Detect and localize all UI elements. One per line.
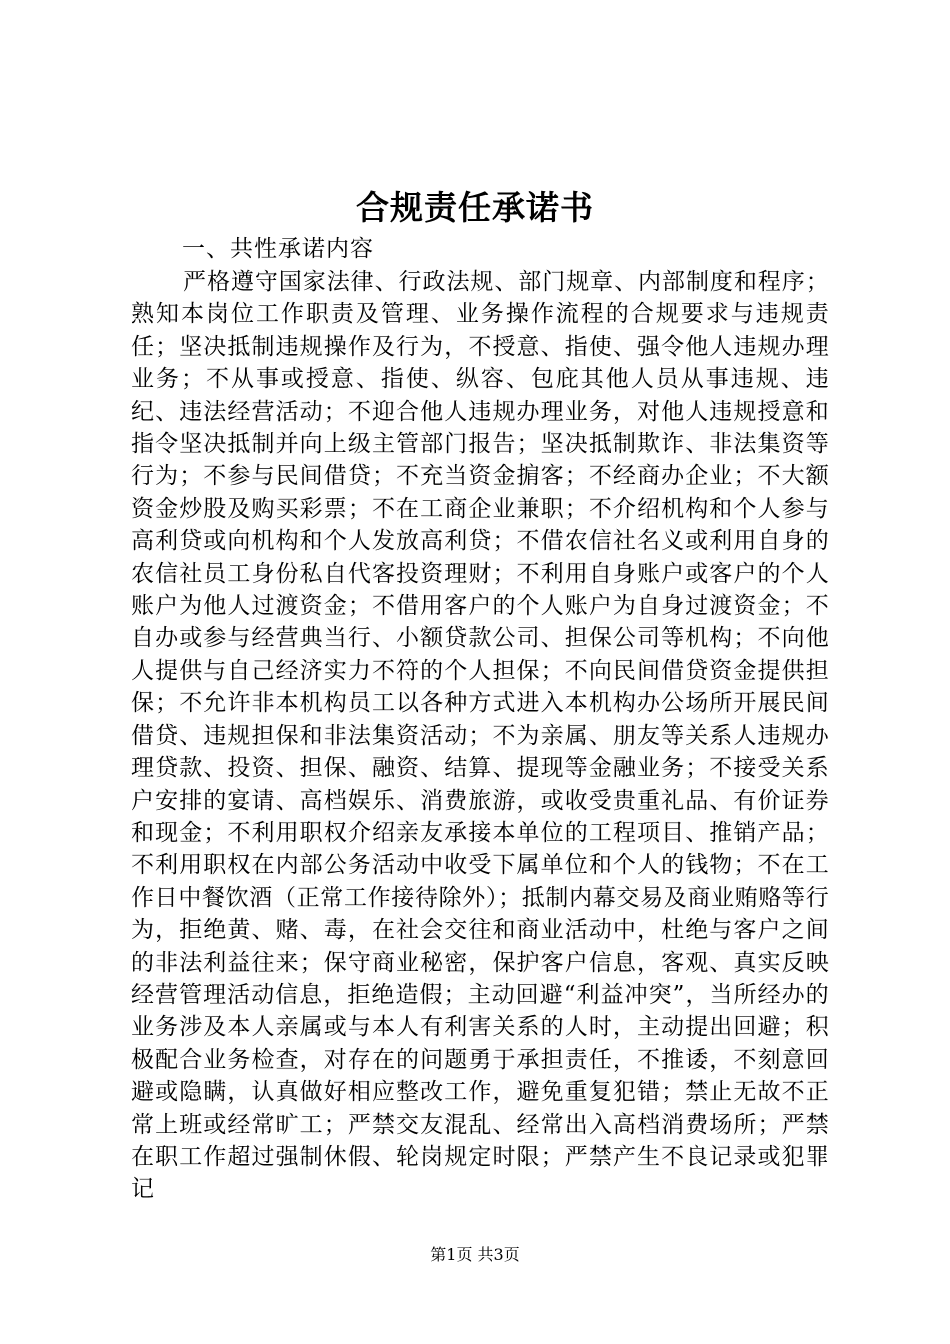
body-paragraph: 严格遵守国家法律、行政法规、部门规章、内部制度和程序；熟知本岗位工作职责及管理、业务操作流程的合规要求与违规责任；坚决抵制违规操作及行为，不授意、指使、强令他人违规办理业务；不从事或授意、指使、纵容、包庇其他人员从事违规、违纪、违法经营活动；不迎合他人违规办理业务，对他人违规授意和指令坚决抵制并向上级主管部门报告；坚决抵制欺诈、非法集资等行为；不参与民间借贷；不充当资金掮客；不经商办企业；不大额资金炒股及购买彩票；不在工商企业兼职；不介绍机构和个人参与高利贷或向机构和个人发放高利贷；不借农信社名义或利用自身的农信社员工身份私自代客投资理财；不利用自身账户或客户的个人账户为他人过渡资金；不借用客户的个人账户为自身过渡资金；不自办或参与经营典当行、小额贷款公司、担保公司等机构；不向他人提供与自己经济实力不符的个人担保；不向民间借贷资金提供担保；不允许非本机构员工以各种方式进入本机构办公场所开展民间借贷、违规担保和非法集资活动；不为亲属、朋友等关系人违规办理贷款、投资、担保、融资、结算、提现等金融业务；不接受关系户安排的宴请、高档娱乐、消费旅游，或收受贵重礼品、有价证券和现金；不利用职权介绍亲友承接本单位的工程项目、推销产品；不利用职权在内部公务活动中收受下属单位和个人的钱物；不在工作日中餐饮酒（正常工作接待除外）；抵制内幕交易及商业贿赂等行为，拒绝黄、赌、毒，在社会交往和商业活动中，杜绝与客户之间的非法利益往来；保守商业秘密，保护客户信息，客观、真实反映经营管理活动信息，拒绝造假；主动回避“利益冲突”，当所经办的业务涉及本人亲属或与本人有利害关系的人时，主动提出回避；积极配合业务检查，对存在的问题勇于承担责任，不推诿，不刻意回避或隐瞒，认真做好相应整改工作，避免重复犯错；禁止无故不正常上班或经常旷工；严禁交友混乱、经常出入高档消费场所；严禁在职工作超过强制休假、轮岗规定时限；严禁产生不良记录或犯罪记	[131, 269, 829, 1203]
document-title: 合规责任承诺书	[356, 188, 594, 227]
page-indicator: 第1页 共3页	[430, 1245, 520, 1264]
section-heading: 一、共性承诺内容	[182, 236, 374, 262]
